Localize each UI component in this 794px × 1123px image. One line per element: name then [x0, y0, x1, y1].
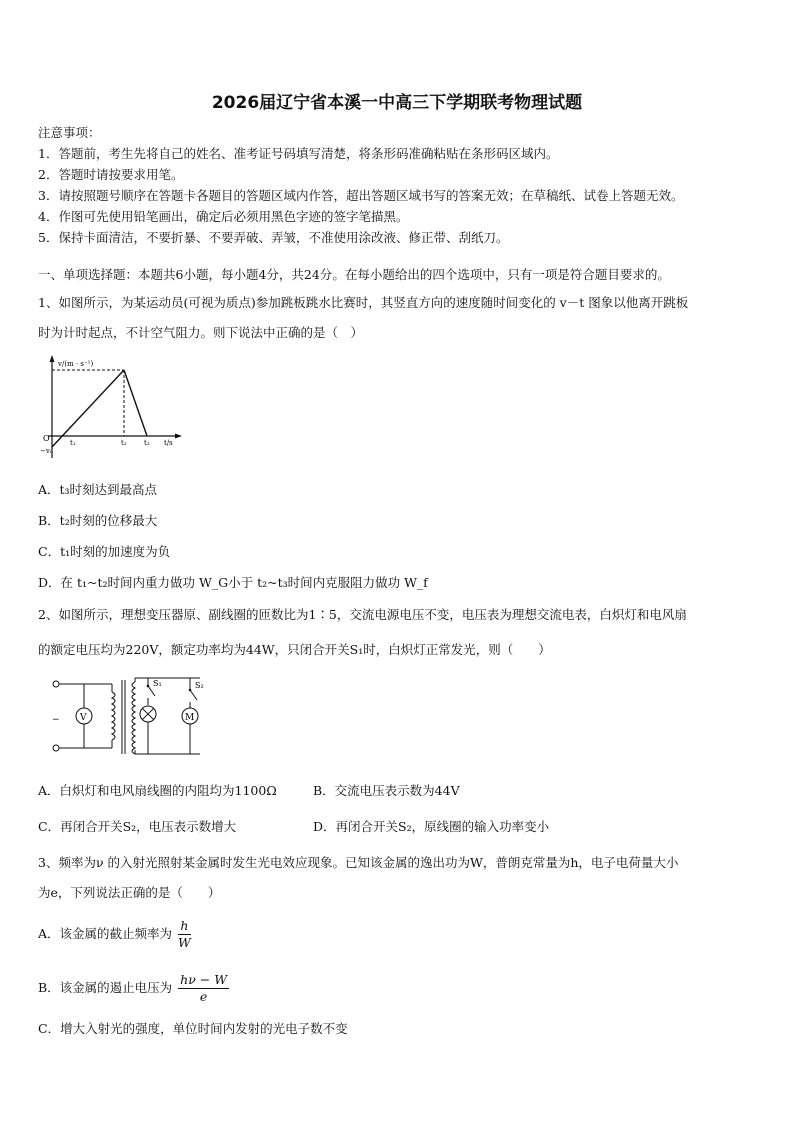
- notice-item: 1．答题前，考生先将自己的姓名、准考证号码填写清楚，将条形码准确粘贴在条形码区域内。: [38, 146, 559, 161]
- q3-stem-line1: 3、频率为ν 的入射光照射某金属时发生光电效应现象。已知该金属的逸出功为W，普朗克常量为h，电子电荷量大小: [38, 855, 679, 870]
- q1-option-d: D．在 t₁~t₂时间内重力做功 W_G小于 t₂~t₃时间内克服阻力做功 W_f: [38, 575, 428, 590]
- switch-s2-label: S₂: [195, 681, 204, 690]
- graph-t3: t₃: [144, 439, 150, 447]
- notice-item: 2．答题时请按要求用笔。: [38, 167, 184, 182]
- q1-option-b: B．t₂时刻的位移最大: [38, 513, 158, 528]
- q3-option-a: [38, 918, 191, 951]
- q2-stem-line1: 2、如图所示，理想变压器原、副线圈的匝数比为1∶5，交流电源电压不变，电压表为理想交流电表，白炽灯和电风扇: [38, 607, 687, 622]
- graph-neg-v0: −v₀: [40, 447, 53, 455]
- q3-stem-line2: 为e，下列说法正确的是（ ）: [38, 885, 221, 900]
- notice-heading: 注意事项：: [38, 125, 101, 140]
- graph-ylabel: v/(m · s⁻¹): [58, 360, 94, 368]
- motor-label: M: [185, 713, 195, 723]
- q2-stem-line2: 的额定电压均为220V，额定功率均为44W，只闭合开关S₁时，白炽灯正常发光，则（ ）: [38, 642, 551, 657]
- notice-item: 4．作图可先使用铅笔画出，确定后必须用黑色字迹的签字笔描黑。: [38, 209, 409, 224]
- q1-option-a: A．t₃时刻达到最高点: [38, 482, 158, 497]
- q1-option-c: C．t₁时刻的加速度为负: [38, 544, 171, 559]
- notice-item: 3．请按照题号顺序在答题卡各题目的答题区域内作答，超出答题区域书写的答案无效；在草稿纸、试卷上答题无效。: [38, 188, 684, 203]
- q3-option-a-fraction: [178, 918, 191, 951]
- q2-option-a: A．白炽灯和电风扇线圈的内阻均为1100Ω: [38, 783, 277, 798]
- notice-item: 5．保持卡面清洁，不要折暴、不要弄破、弄皱，不准使用涂改液、修正带、刮纸刀。: [38, 230, 509, 245]
- voltmeter-label: V: [80, 713, 87, 723]
- q3-option-b-text: B．该金属的遏止电压为: [38, 980, 173, 995]
- q1-stem-line2: 时为计时起点，不计空气阻力。则下说法中正确的是（ ）: [38, 325, 364, 340]
- graph-xlabel: t/s: [164, 439, 173, 447]
- q3-option-b: [38, 972, 229, 1005]
- graph-origin: O: [43, 434, 50, 443]
- fraction-numerator: hν − W: [180, 972, 228, 987]
- q1-stem-line1: 1、如图所示，为某运动员(可视为质点)参加跳板跳水比赛时，其竖直方向的速度随时间变化的 v－t 图象以他离开跳板: [38, 295, 689, 310]
- q2-option-b: B．交流电压表示数为44V: [313, 783, 460, 798]
- q3-option-a-text: A．该金属的截止频率为: [38, 926, 173, 941]
- graph-t2: t₂: [121, 439, 127, 447]
- source-minus: −: [52, 715, 60, 725]
- fraction-denominator: e: [199, 989, 208, 1004]
- q2-option-d: D．再闭合开关S₂，原线圈的输入功率变小: [313, 819, 550, 834]
- q3-option-c: C．增大入射光的强度，单位时间内发射的光电子数不变: [38, 1021, 348, 1036]
- section-heading: 一、单项选择题：本题共6小题，每小题4分，共24分。在每小题给出的四个选项中，只有一项是符合题目要求的。: [38, 267, 670, 282]
- q2-option-c: C．再闭合开关S₂，电压表示数增大: [38, 819, 237, 834]
- q3-option-b-fraction: [178, 972, 229, 1005]
- graph-t1: t₁: [70, 439, 76, 447]
- fraction-denominator: W: [178, 935, 191, 950]
- switch-s1-label: S₁: [153, 679, 162, 688]
- q1-vt-graph: [40, 352, 185, 462]
- q2-circuit-diagram: [40, 672, 215, 762]
- page-title: 2026届辽宁省本溪一中高三下学期联考物理试题: [211, 93, 583, 113]
- fraction-numerator: h: [178, 918, 191, 935]
